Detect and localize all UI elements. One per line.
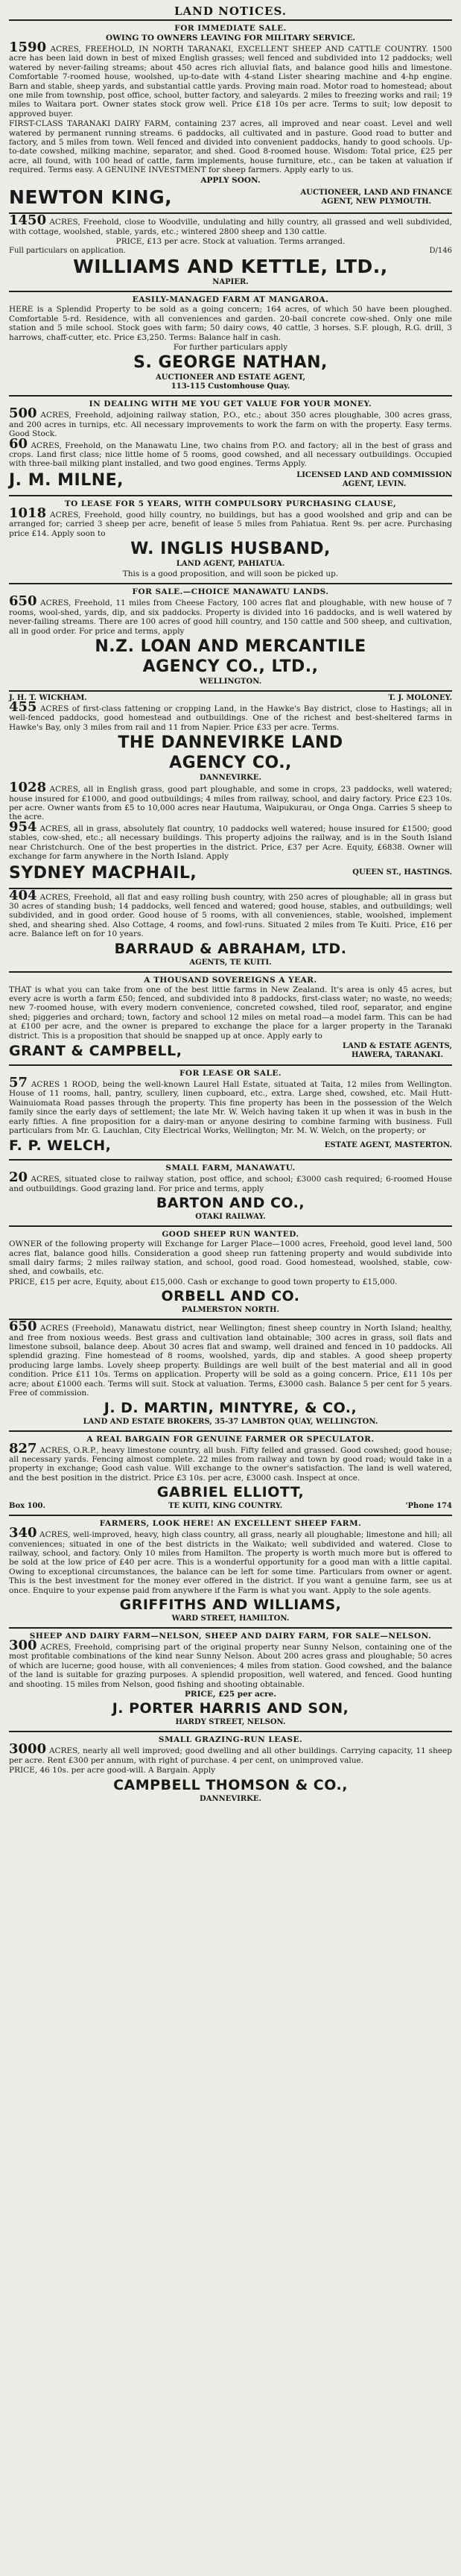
ad-text — [9, 1741, 452, 1765]
acreage: 1590 — [9, 40, 47, 55]
price-line: PRICE, £25 per acre. — [184, 1690, 277, 1699]
acreage: 1018 — [9, 505, 47, 521]
price-line: PRICE, 46 10s. per acre good-will. A Bargain. Apply — [9, 1766, 215, 1775]
ad-orbell — [9, 1225, 452, 1319]
ad-paragraph: ACRES, Freehold, good hilly country, no buildings, but has a good woolshed and grip and can be arranged for; carried 3 sheep per acre, benefit of lease 5 miles from Pahiatua. Rent 9s. per acre. Purchasing price £14. Apply soon to — [9, 510, 452, 538]
ad-text — [9, 505, 452, 538]
particulars-line: Full particulars on application. — [9, 247, 126, 256]
firm-name: GRIFFITHS AND WILLIAMS, — [119, 1596, 342, 1613]
agent-name: T. J. MOLONEY. — [388, 694, 452, 703]
firm-place: HARDY STREET, NELSON. — [175, 1718, 286, 1727]
firm-place: AGENT, NEW PLYMOUTH. — [321, 197, 432, 206]
firm-place: TE KUITI, KING COUNTRY. — [168, 1502, 283, 1511]
ad-gabriel-elliott — [9, 1430, 452, 1515]
firm-role: LICENSED LAND AND COMMISSION — [296, 471, 452, 480]
firm-place: OTAKI RAILWAY. — [195, 1213, 266, 1222]
acreage: 650 — [9, 593, 37, 610]
firm-name: N.Z. LOAN AND MERCANTILE — [95, 637, 366, 657]
firm-name: SYDNEY MACPHAIL, — [9, 863, 197, 883]
ad-title: SMALL GRAZING-RUN LEASE. — [158, 1735, 303, 1745]
firm-place: DANNEVIRKE. — [200, 774, 261, 783]
firm-name: BARTON AND CO., — [156, 1195, 305, 1212]
firm-name: GABRIEL ELLIOTT, — [156, 1484, 305, 1501]
firm-name: AGENCY CO., LTD., — [142, 657, 319, 677]
section-header: LAND NOTICES. — [174, 4, 287, 18]
firm-place: QUEEN ST., HASTINGS. — [352, 868, 452, 877]
ad-title: FOR SALE.—CHOICE MANAWATU LANDS. — [132, 587, 329, 597]
ad-paragraph: ACRES 1 ROOD, being the well-known Laurel Hall Estate, situated at Taita, 12 miles from Wellington. House of 11 rooms, hall, pantry, scullery, linen cupboard, etc., extra. Large shed, cowshed, etc. Mail Hutt-Wainuiomata Road passes through the property. This fine property has been in the possession of the Welch family since the early days of settlement; the late Mr. W. Welch having taken it up when it was in bush in the early fifties. A fine proposition for a dairy-man or anyone desiring to combine farming with business. Full particulars from Mr. G. Lauchlan, City Electrical Works, Wellington; Mr. M. W. Welch, on the property; or — [9, 1079, 453, 1135]
firm-row — [9, 186, 452, 209]
firm-role: LAND AND ESTATE BROKERS, 35-37 LAMBTON QUAY, WELLINGTON. — [83, 1417, 378, 1426]
ad-text — [9, 699, 453, 732]
ad-text — [9, 818, 452, 862]
acreage: 455 — [9, 699, 37, 716]
ad-paragraph: FIRST-CLASS TARANAKI DAIRY FARM, containing 237 acres, all improved and near coast. Level and well watered by permanent running streams. 6 paddocks, all cultivated and in pasture. Good road to butter and factory, and 5 miles from town. Well fenced and divided into convenient paddocks, handy to good schools. Up-to-date cowshed, milking machine, separator, and shed. Good 8-roomed house. Wisdom: Total price, £25 per acre, all found, with 100 head of cattle, farm implements, house furniture, etc., can be taken at valuation if required. Terms easy. A GENUINE INVESTMENT for sheep farmers. Apply early to us. — [9, 119, 452, 175]
ad-paragraph: ACRES, Freehold, comprising part of the original property near Sunny Nelson, containing one of the most profitable combinations of the kind near Sunny Nelson. About 200 acres grass and ploughable; 50 acres of which are lucerne; good house, with all conveniences; 4 miles from station. Good cowshed, and the balance of the land is suitable for grazing purposes. A splendid proposition, well watered, and fenced. Good hunting and shooting. 15 miles from Nelson, good fishing and shooting obtainable. — [9, 1642, 453, 1689]
ad-dannevirke-land-agency — [9, 690, 452, 887]
ad-jd-martin — [9, 1319, 452, 1430]
firm-name: CAMPBELL THOMSON & CO., — [113, 1776, 348, 1793]
contact-row — [9, 1502, 452, 1510]
ad-nz-loan-mercantile — [9, 583, 452, 690]
reference-code: D/146 — [429, 247, 452, 256]
acreage: 954 — [9, 818, 37, 835]
firm-place: WELLINGTON. — [199, 678, 262, 686]
ad-title: A THOUSAND SOVEREIGNS A YEAR. — [144, 975, 317, 985]
firm-roles — [301, 189, 452, 206]
ad-paragraph: ACRES, situated close to railway station, post office, and school; £3000 cash required; 6-roomed House and outbuildings. Good grazing land. For price and terms, apply — [9, 1175, 452, 1193]
firm-place: WARD STREET, HAMILTON. — [171, 1614, 290, 1623]
ad-barton — [9, 1159, 452, 1225]
ad-text — [9, 780, 453, 822]
acreage: 1450 — [9, 212, 47, 229]
firm-row — [9, 470, 452, 491]
ad-text — [9, 593, 452, 636]
ad-inglis-husband — [9, 495, 452, 584]
ad-paragraph: ACRES, all in grass, absolutely flat country, 10 paddocks well watered; house insured for £1500; good stables, cow-shed, etc.; all necessary buildings. This property adjoins the railway, and is in the South Island near Christchurch. One of the best properties in the district. Price, £37 per Acre. Equity, £6838. Owner will exchange for farm anywhere in the North Island. Apply — [9, 824, 452, 862]
ad-paragraph: ACRES, nearly all well improved; good dwelling and all other buildings. Carrying capacity, 11 sheep per acre. Rent £300 per annum, with right of purchase. 4 per cent, on unimproved value. — [9, 1746, 452, 1765]
ad-paragraph: ACRES, Freehold, 11 miles from Cheese Factory, 100 acres flat and ploughable, with new house of 7 rooms, wool-shed, yards, dip, and six paddocks. Property is divided into 16 paddocks, and is well watered by never-failing streams. There are 100 acres of good hill country, and 150 cattle and 500 sheep, and cultivation, all in good order. For price and terms, apply — [9, 599, 452, 636]
acreage: 20 — [9, 1169, 28, 1186]
acreage: 827 — [9, 1440, 37, 1456]
firm-name: THE DANNEVIRKE LAND — [118, 733, 343, 753]
ad-fp-welch — [9, 1064, 452, 1159]
ad-campbell-thomson — [9, 1731, 452, 1807]
firm-role: AUCTIONEER, LAND AND FINANCE — [300, 188, 452, 197]
ad-barraud-abraham — [9, 888, 452, 971]
firm-row — [9, 1136, 452, 1155]
ad-title: A REAL BARGAIN FOR GENUINE FARMER OR SPECULATOR. — [86, 1434, 375, 1444]
ad-paragraph: ACRES, FREEHOLD, IN NORTH TARANAKI, EXCELLENT SHEEP AND CATTLE COUNTRY. 1500 acre has been laid down in best of mixed English grasses; well fenced and subdivided into 12 paddocks; well watered by never-failing streams; about 450 acres rich alluvial flats, and balance good hills and limestone. Comfortable 7-roomed house, woolshed, up-to-date with 4-stand Lister shearing machine and 4-hp engine. Barn and stable, sheep yards, and substantial cattle yards. Proving main road. Motor road to homestead; about one mile from township, post office, school, butter factory, and saleyards. 2 miles to freezing works and rail; 19 miles to Waitara port. Owner states stock grow well. Price £18 10s per acre. Terms to suit; low deposit to approved buyer. — [9, 45, 452, 119]
firm-place: DANNEVIRKE. — [200, 1794, 261, 1803]
ad-paragraph: ACRES of first-class fattening or cropping Land, in the Hawke's Bay district, close to Hastings; all in well-fenced paddocks, good homestead and outbuildings. One of the richest and best-sheltered farms in Hawke's Bay, only 3 miles from rail and 11 from Napier. Price £33 per acre. Terms. — [9, 704, 453, 732]
acreage: 57 — [9, 1074, 28, 1090]
firm-name: GRANT & CAMPBELL, — [9, 1042, 182, 1059]
ad-title: TO LEASE FOR 5 YEARS, WITH COMPULSORY PURCHASING CLAUSE, — [64, 499, 397, 508]
firm-roles — [296, 471, 452, 489]
ad-newton-king — [9, 19, 452, 212]
firm-name: J. PORTER HARRIS AND SON, — [112, 1700, 349, 1717]
firm-place: AGENT, LEVIN. — [342, 480, 407, 489]
ad-text — [9, 1319, 452, 1398]
ad-title: SMALL FARM, MANAWATU. — [165, 1164, 296, 1173]
ad-text — [9, 887, 452, 939]
firm-role: AGENTS, TE KUITI. — [189, 958, 272, 967]
ad-text — [9, 405, 452, 439]
ad-griffiths-williams — [9, 1515, 452, 1627]
price-line: PRICE, £13 per acre. Stock at valuation. Terms arranged. — [115, 236, 346, 246]
agent-names-row — [9, 694, 452, 702]
phone-number: 'Phone 174 — [405, 1502, 452, 1511]
acreage: 3000 — [9, 1741, 47, 1758]
firm-row — [9, 862, 452, 884]
firm-row — [9, 1041, 452, 1061]
ad-paragraph: ACRES, Freehold, on the Manawatu Line, two chains from P.O. and factory; all in the best of grass and crops. Land first class; nice little home of 5 rooms, good cowshed, and all necessary outbuildings. Occupied with three-bail milking plant installed, and two good engines. Terms Apply. — [9, 441, 452, 469]
firm-role: LAND AGENT, PAHIATUA. — [176, 560, 285, 568]
ad-title: EASILY-MANAGED FARM AT MANGAROA. — [132, 295, 329, 305]
ad-jm-milne — [9, 395, 452, 494]
ad-paragraph: ACRES (Freehold), Manawatu district, near Wellington; finest sheep country in North Island; healthy, and free from noxious weeds. Best grass and cultivation land obtainable; 300 acres in grass, soil flats and limestone subsoil, balance deep. About 30 acres flat and swamp, well drained and fenced in 10 paddocks. All splendid grazing. Fine homestead of 8 rooms, woolshed, yards, dip and stables. A good sheep property producing large lambs. Lovely sheep property. Buildings are well built of the best material and all in good condition. Price £11 10s. Terms on application. Property will be sold as a going concern. Price, £11 10s per acre; about £1000 each. Terms will suit. Stock at valuation. Terms, £3000 cash. Balance 5 per cent for 5 years. Free of commission. — [9, 1324, 452, 1398]
ad-text — [9, 1637, 453, 1689]
firm-name: F. P. WELCH, — [9, 1137, 112, 1155]
ad-title: FARMERS, LOOK HERE! AN EXCELLENT SHEEP FARM. — [99, 1519, 362, 1529]
apply-line: APPLY SOON. — [200, 175, 261, 185]
firm-role: ESTATE AGENT, MASTERTON. — [324, 1141, 452, 1150]
ad-paragraph: ACRES, O.R.P., heavy limestone country, all bush. Fifty felled and grassed. Good cowshed; good house; all necessary yards. Fencing almost complete. 22 miles from railway and town by good road; would take in a property in exchange; Good cash value. Will exchange to the owner's satisfaction. The land is well watered, and the best position in the district. Price £3 10s. per acre, £3000 cash. Inspect at once. — [9, 1445, 452, 1483]
ad-title: IN DEALING WITH ME YOU GET VALUE FOR YOUR MONEY. — [89, 400, 372, 409]
firm-name: S. GEORGE NATHAN, — [133, 353, 328, 373]
firm-roles — [343, 1042, 452, 1060]
acreage: 500 — [9, 405, 37, 422]
particulars-line: For further particulars apply — [173, 342, 288, 352]
acreage: 300 — [9, 1637, 37, 1653]
ad-title: GOOD SHEEP RUN WANTED. — [162, 1230, 299, 1240]
ad-paragraph: ACRES, Freehold, adjoining railway station, P.O., etc.; about 350 acres ploughable, 300 acres grass, and 200 acres in turnips, etc. All necessary improvements to work the farm on with the property. Easy terms. Good Stock. — [9, 411, 452, 439]
ad-paragraph: ACRES, Freehold, close to Woodville, undulating and hilly country, all grassed and well subdivided, with cottage, woolshed, stable, yards, etc.; wintered 2800 sheep and 130 cattle. — [9, 218, 452, 236]
firm-name: J. M. MILNE, — [9, 470, 124, 490]
ad-williams-kettle — [9, 212, 452, 291]
ad-text — [9, 435, 452, 469]
firm-name: AGENCY CO., — [169, 754, 292, 773]
firm-place: 113-115 Customhouse Quay. — [171, 382, 290, 391]
price-line: PRICE, £15 per acre, Equity, about £15,000. Cash or exchange to good town property to £15,000. — [9, 1277, 398, 1287]
closing-line: This is a good proposition, and will soon be picked up. — [122, 569, 339, 578]
firm-place: HAWERA, TARANAKI. — [351, 1050, 444, 1059]
firm-place: NAPIER. — [212, 278, 249, 287]
acreage: 1028 — [9, 780, 47, 796]
acreage: 340 — [9, 1525, 37, 1541]
box-number: Box 100. — [9, 1502, 45, 1511]
agent-name: J. H. T. WICKHAM. — [9, 694, 87, 703]
firm-name: J. D. MARTIN, MINTYRE, & CO., — [104, 1399, 357, 1416]
acreage: 60 — [9, 435, 28, 452]
ad-title: FOR IMMEDIATE SALE. — [174, 24, 287, 33]
acreage: 650 — [9, 1319, 37, 1335]
ad-title: SHEEP AND DAIRY FARM—NELSON, SHEEP AND DAIRY FARM, FOR SALE—NELSON. — [29, 1631, 432, 1641]
ad-paragraph: THAT is what you can take from one of the best little farms in New Zealand. It's area is only 45 acres, but every acre is worth a farm £50; fenced, and subdivided into 8 paddocks, first-class water; no waste, no weeds; new 7-roomed house, with every modern convenience, concreted cowshed, tiled roof, separator, and engine shed; piggeries and orchard; town, factory and school 12 miles on metal road—a model farm. This can be had at £100 per acre, and the owner is prepared to exchange the place for a larger property in the Taranaki district. This is a proposition that should be snapped up at once. Apply early to — [9, 985, 452, 1041]
ad-subtitle: OWING TO OWNERS LEAVING FOR MILITARY SERVICE. — [105, 34, 355, 42]
ad-title: FOR LEASE OR SALE. — [179, 1068, 282, 1078]
ad-text — [9, 1440, 452, 1483]
firm-role: LAND & ESTATE AGENTS, — [343, 1041, 452, 1050]
ad-text — [9, 40, 452, 119]
firm-name: ORBELL AND CO. — [161, 1288, 300, 1305]
firm-name: BARRAUD & ABRAHAM, LTD. — [114, 940, 347, 957]
acreage: 404 — [9, 887, 37, 903]
ad-paragraph: ACRES, all in English grass, good part ploughable, and some in crops, 23 paddocks, well watered; house insured for £1000, and good outbuildings; 4 miles from railway, school, and dairy factory. Price £23 10s. per acre. Owner wants from £5 to 10,000 acres near Hautuma, Waipukurau, or Onga Onga. Carries 5 sheep to the acre. — [9, 785, 453, 822]
ad-paragraph: ACRES, well-improved, heavy, high class country, all grass, nearly all ploughable; limestone and hill; all conveniences; situated in one of the best districts in the Waikato; well subdivided and watered. Close to railway, school, and factory. Only 10 miles from Hamilton. The property is worth much more but is offered to be sold at the low price of £40 per acre. This is a wonderful opportunity for a good man with a little capital. Owing to exceptional circumstances, the balance can be left for some time. Particulars from owner or agent. This is the best investment for the money ever offered in the district. If you want a genuine farm, see us at once. Enquire to your expense paid from anywhere if the Farm is what you want. Apply to the sole agents. — [9, 1530, 452, 1595]
firm-name: W. INGLIS HUSBAND, — [130, 540, 331, 558]
particulars-row — [9, 247, 452, 255]
ad-text — [9, 1525, 452, 1595]
firm-place: PALMERSTON NORTH. — [182, 1306, 279, 1315]
ad-paragraph: HERE is a Splendid Property to be sold as a going concern; 164 acres, of which 50 have been ploughed. Comfortable 5-rd. Residence, with all conveniences and garden. 20-bail concrete cow-shed. Only one mile station and 5 mile school. Stock goes with farm; 50 dairy cows, 40 cattle, 3 horses. S.F. plough, R.G. drill, 3 harrows, chaff-cutter, etc. Price £3,250. Terms: Balance half in cash. — [9, 305, 452, 342]
firm-name: NEWTON KING, — [9, 186, 173, 209]
ad-paragraph: ACRES, Freehold, all flat and easy rolling bush country, with 250 acres of ploughable; all in grass but 30 acres of standing bush; 14 paddocks, well fenced and watered; good house, stables, and outbuildings; well subdivided, and in good order. Good house of 5 rooms, with all conveniences, stable, woolshed, implement shed, and shearing shed. Also Cottage, 4 rooms, and fowl-runs. Situated 2 miles from Te Kuiti. Price, £16 per acre. Balance left on for 10 years. — [9, 892, 452, 939]
ad-paragraph: OWNER of the following property will Exchange for Larger Place—1000 acres, Freehold, good level land, 500 acres flat, balance good hills. Consideration a good sheep run fattening property and would subdivide into small dairy farms; 2 miles railway station, and school, good road. Good homestead, woolshed, stable, cow-shed, and cowbails, etc. — [9, 1240, 452, 1277]
ad-porter-harris — [9, 1627, 452, 1731]
firm-name: WILLIAMS AND KETTLE, LTD., — [73, 256, 388, 278]
firm-role: AUCTIONEER AND ESTATE AGENT, — [156, 373, 305, 382]
ad-text — [9, 1169, 452, 1193]
ad-grant-campbell — [9, 971, 452, 1064]
ad-text — [9, 1074, 453, 1135]
ad-george-nathan — [9, 291, 452, 395]
ad-text — [9, 212, 452, 236]
